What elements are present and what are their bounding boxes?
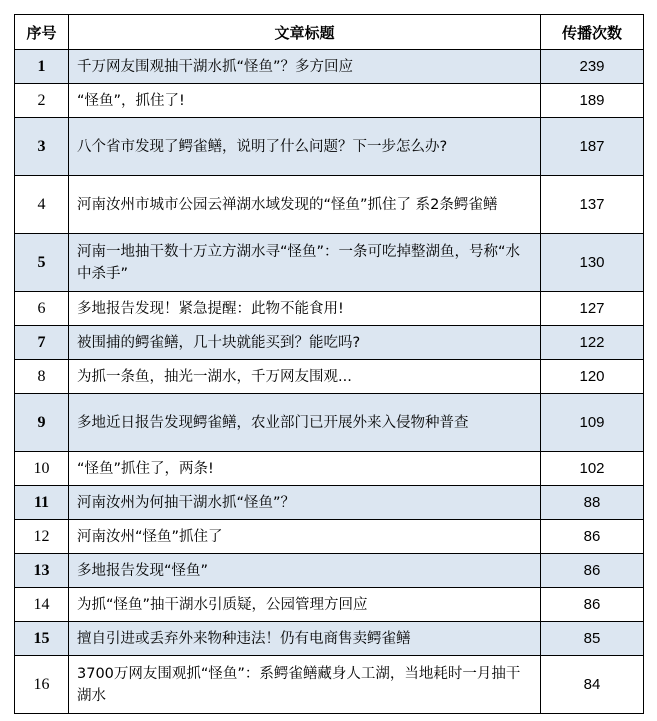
row-index: 3 xyxy=(15,118,69,176)
row-index: 16 xyxy=(15,656,69,714)
table-row xyxy=(15,292,644,326)
row-title: 为抓“怪鱼”抽干湖水引质疑，公园管理方回应 xyxy=(69,588,541,622)
row-title: 河南汝州市城市公园云禅湖水域发现的“怪鱼”抓住了 系2条鳄雀鳝 xyxy=(69,176,541,234)
row-index: 13 xyxy=(15,554,69,588)
row-title: 为抓一条鱼，抽光一湖水，千万网友围观... xyxy=(69,360,541,394)
row-index: 8 xyxy=(15,360,69,394)
table-row xyxy=(15,234,644,292)
row-index: 10 xyxy=(15,452,69,486)
row-title: 多地近日报告发现鳄雀鳝，农业部门已开展外来入侵物种普查 xyxy=(69,394,541,452)
table-header-row xyxy=(15,15,644,50)
row-index: 11 xyxy=(15,486,69,520)
table-row xyxy=(15,588,644,622)
row-count: 122 xyxy=(541,326,644,360)
header-count: 传播次数 xyxy=(541,15,644,50)
row-title: “怪鱼”抓住了，两条! xyxy=(69,452,541,486)
row-index: 4 xyxy=(15,176,69,234)
table-row xyxy=(15,452,644,486)
row-count: 130 xyxy=(541,234,644,292)
row-count: 109 xyxy=(541,394,644,452)
table-row xyxy=(15,622,644,656)
table-row xyxy=(15,176,644,234)
row-count: 84 xyxy=(541,656,644,714)
row-index: 9 xyxy=(15,394,69,452)
table-row xyxy=(15,656,644,714)
row-count: 137 xyxy=(541,176,644,234)
row-count: 85 xyxy=(541,622,644,656)
row-title: 河南一地抽干数十万立方湖水寻“怪鱼”：一条可吃掉整湖鱼，号称“水中杀手” xyxy=(69,234,541,292)
table-row xyxy=(15,520,644,554)
table-row xyxy=(15,118,644,176)
row-title: 3700万网友围观抓“怪鱼”：系鳄雀鳝藏身人工湖，当地耗时一月抽干湖水 xyxy=(69,656,541,714)
article-spread-table xyxy=(14,14,644,714)
row-count: 102 xyxy=(541,452,644,486)
row-count: 88 xyxy=(541,486,644,520)
row-title: 千万网友围观抽干湖水抓“怪鱼”？多方回应 xyxy=(69,50,541,84)
row-title: 被围捕的鳄雀鳝，几十块就能买到？能吃吗? xyxy=(69,326,541,360)
row-title: 擅自引进或丢弃外来物种违法！仍有电商售卖鳄雀鳝 xyxy=(69,622,541,656)
row-title: “怪鱼”，抓住了! xyxy=(69,84,541,118)
row-title: 多地报告发现“怪鱼” xyxy=(69,554,541,588)
row-count: 187 xyxy=(541,118,644,176)
row-index: 1 xyxy=(15,50,69,84)
header-title: 文章标题 xyxy=(69,15,541,50)
row-index: 14 xyxy=(15,588,69,622)
row-index: 15 xyxy=(15,622,69,656)
table-row xyxy=(15,360,644,394)
row-count: 127 xyxy=(541,292,644,326)
row-index: 2 xyxy=(15,84,69,118)
row-title: 河南汝州为何抽干湖水抓“怪鱼”？ xyxy=(69,486,541,520)
table-row xyxy=(15,554,644,588)
row-count: 239 xyxy=(541,50,644,84)
row-count: 189 xyxy=(541,84,644,118)
row-title: 河南汝州“怪鱼”抓住了 xyxy=(69,520,541,554)
table-row xyxy=(15,486,644,520)
table-row xyxy=(15,50,644,84)
row-count: 86 xyxy=(541,588,644,622)
row-index: 6 xyxy=(15,292,69,326)
table-row xyxy=(15,394,644,452)
header-index: 序号 xyxy=(15,15,69,50)
row-index: 7 xyxy=(15,326,69,360)
row-count: 86 xyxy=(541,554,644,588)
table-row xyxy=(15,84,644,118)
row-count: 120 xyxy=(541,360,644,394)
row-index: 5 xyxy=(15,234,69,292)
row-index: 12 xyxy=(15,520,69,554)
row-count: 86 xyxy=(541,520,644,554)
row-title: 多地报告发现！紧急提醒：此物不能食用! xyxy=(69,292,541,326)
table-row xyxy=(15,326,644,360)
row-title: 八个省市发现了鳄雀鳝，说明了什么问题？下一步怎么办? xyxy=(69,118,541,176)
